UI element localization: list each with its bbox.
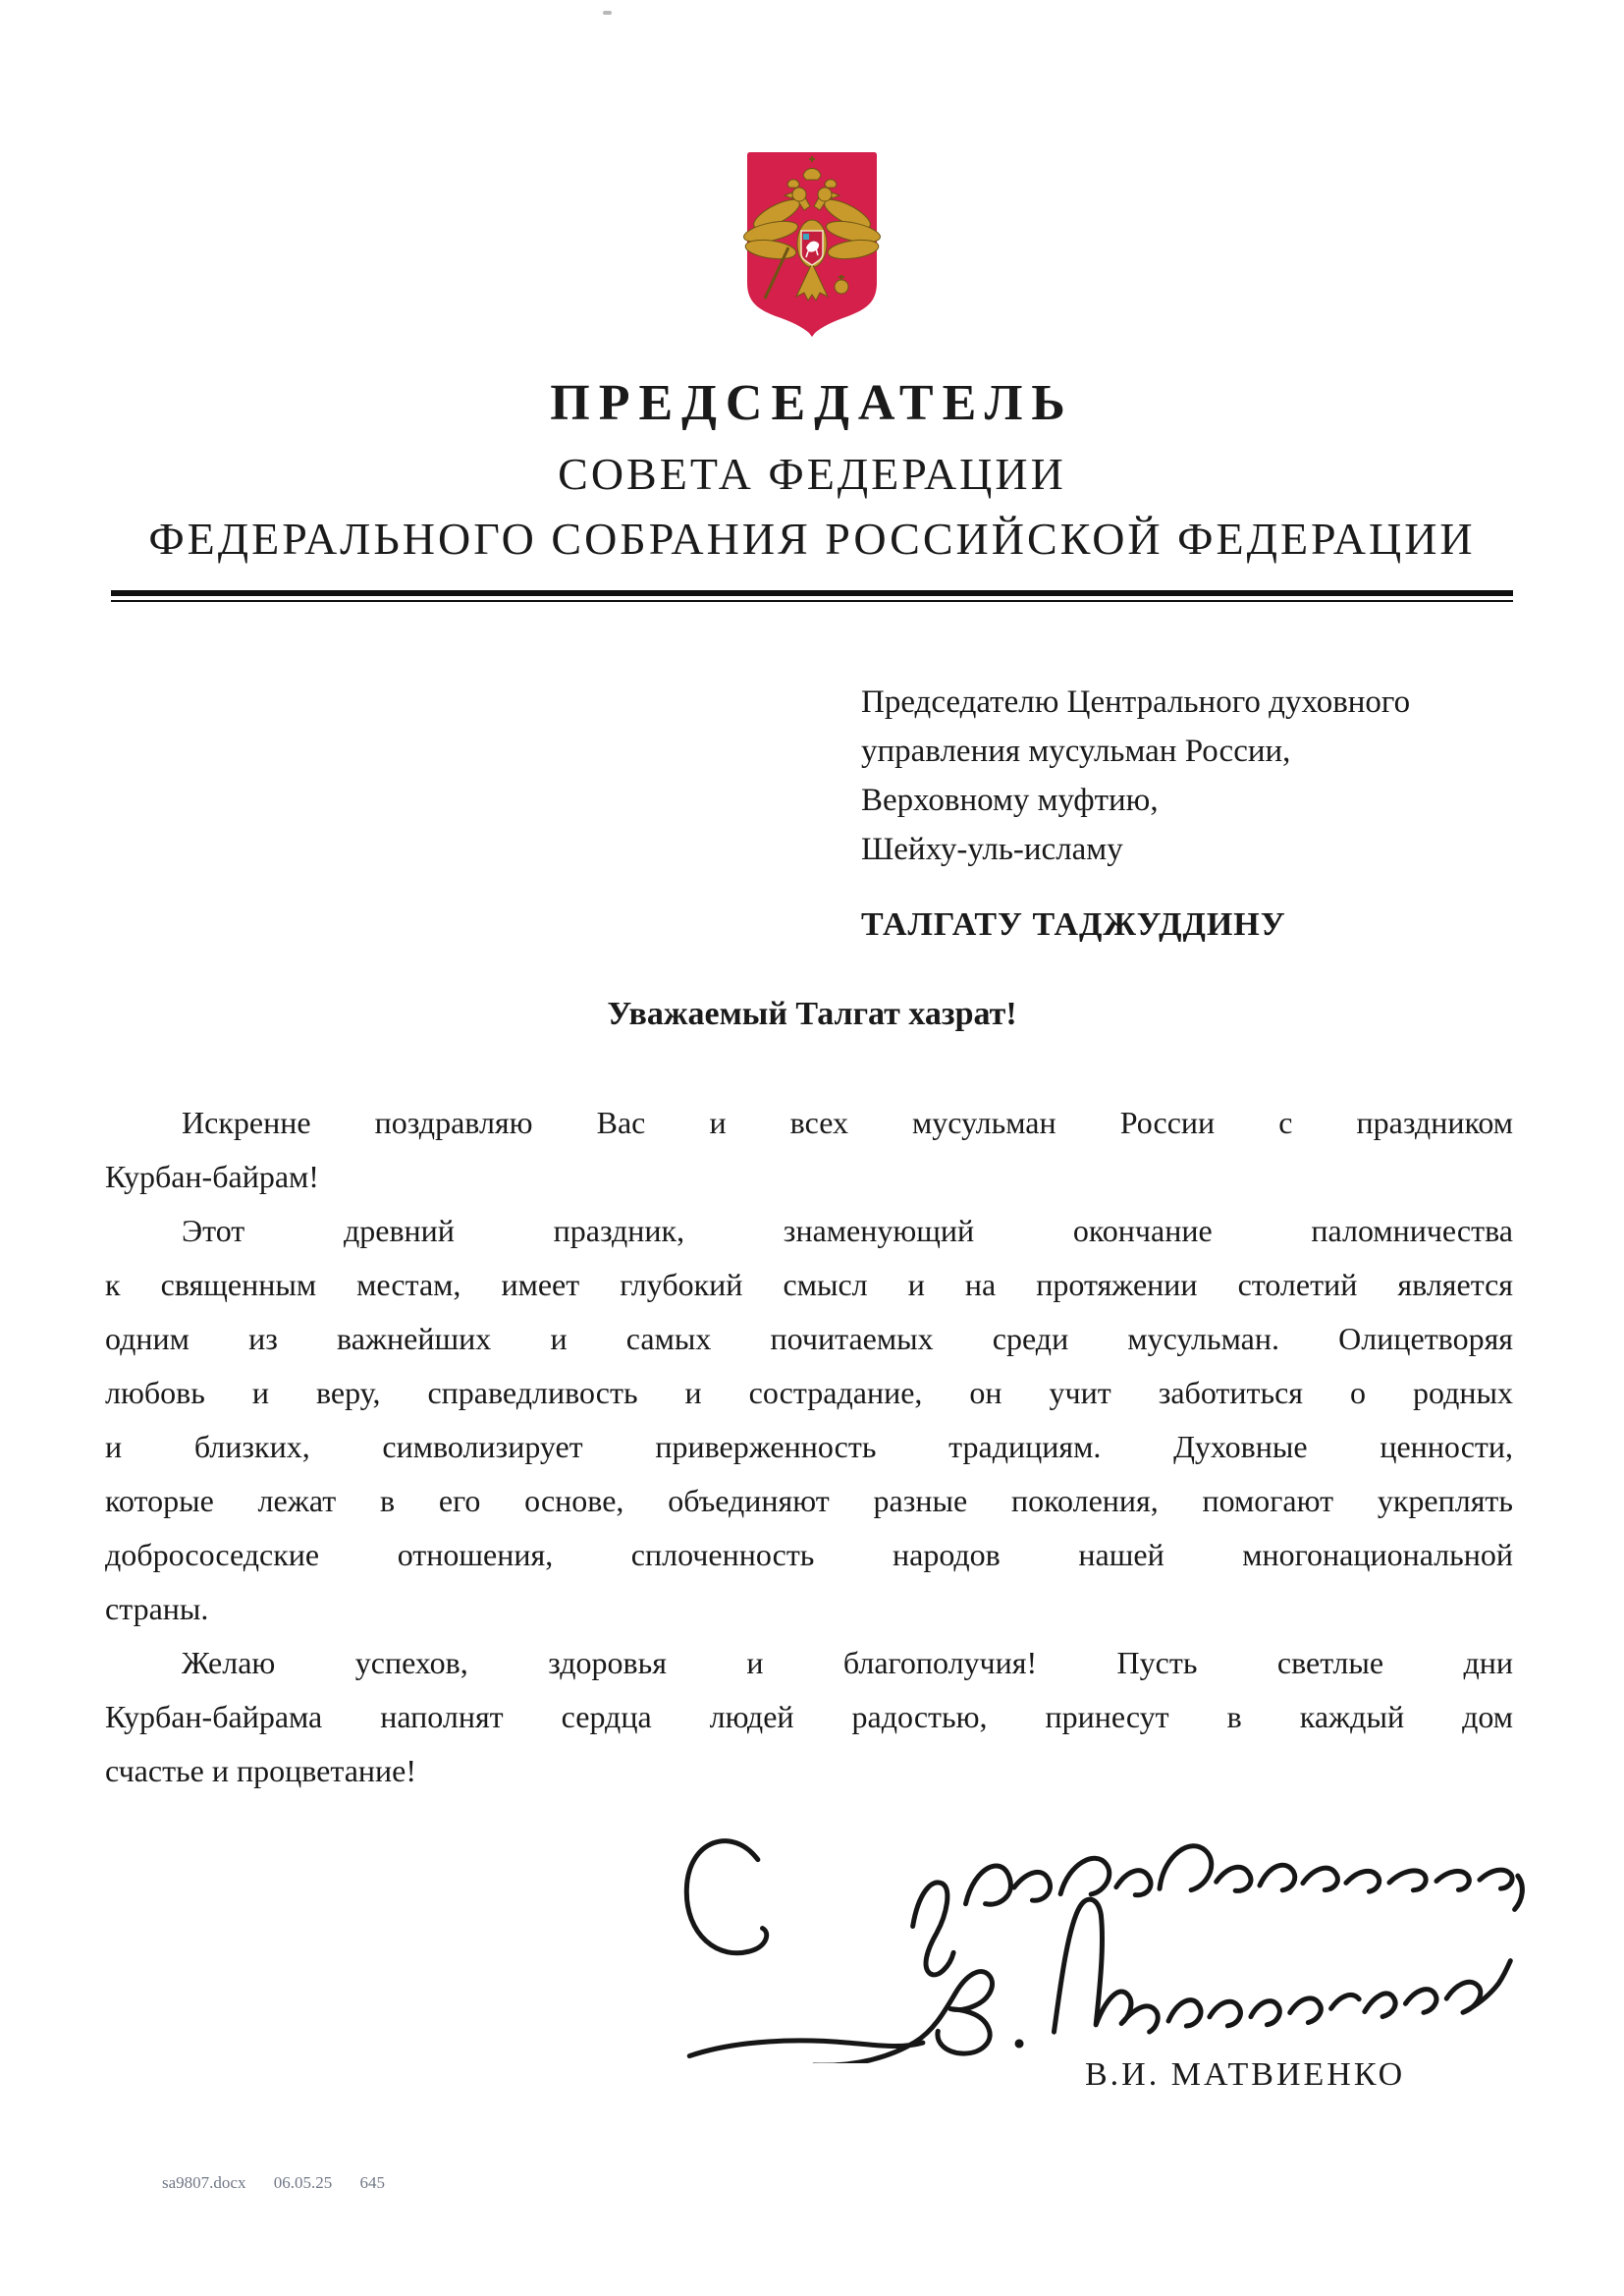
addressee-block — [861, 678, 1548, 874]
footer-filename: sa9807.docx — [162, 2173, 246, 2192]
st-george-inner-shield — [801, 231, 823, 265]
body-line: которые лежат в его основе, объединяют разные поколения, помогают укреплять — [105, 1483, 1513, 1518]
divider-thin-line — [111, 600, 1513, 602]
russia-coat-of-arms-icon — [743, 149, 881, 338]
letterhead-title: ПРЕДСЕДАТЕЛЬ — [550, 375, 1074, 431]
body-line: страны. — [105, 1591, 209, 1626]
letter-body — [105, 1096, 1513, 1798]
paragraph — [105, 1096, 1513, 1204]
body-line: Курбан-байрам! — [105, 1159, 319, 1194]
footer-date: 06.05.25 — [273, 2173, 333, 2192]
paragraph — [105, 1204, 1513, 1636]
signatory-name: В.И. МАТВИЕНКО — [1085, 2056, 1406, 2093]
body-line: к священным местам, имеет глубокий смысл и на протяжении столетий является — [105, 1267, 1513, 1302]
body-line: любовь и веру, справедливость и сострадание, он учит заботиться о родных — [105, 1375, 1513, 1410]
body-line: добрососедские отношения, сплоченность народов нашей многонациональной — [105, 1537, 1513, 1572]
scan-artifact-dot — [603, 11, 612, 15]
body-line: одним из важнейших и самых почитаемых среди мусульман. Олицетворяя — [105, 1321, 1513, 1356]
handwritten-signature — [668, 1800, 1551, 2063]
addressee-line: Верховному муфтию, — [861, 783, 1159, 818]
addressee-name: ТАЛГАТУ ТАДЖУДДИНУ — [861, 906, 1286, 943]
addressee-line: управления мусульман России, — [861, 734, 1291, 769]
body-line: Желаю успехов, здоровья и благополучия! Пусть светлые дни — [182, 1645, 1513, 1680]
document-footer — [162, 2172, 385, 2194]
letterhead-divider — [111, 590, 1513, 602]
footer-number: 645 — [359, 2173, 385, 2192]
body-line: и близких, символизирует приверженность традициям. Духовные ценности, — [105, 1429, 1513, 1464]
paragraph — [105, 1636, 1513, 1798]
addressee-line: Председателю Центрального духовного — [861, 684, 1411, 720]
letterhead-subtitle-1: СОВЕТА ФЕДЕРАЦИИ — [558, 449, 1066, 499]
letterhead-subtitle-2: ФЕДЕРАЛЬНОГО СОБРАНИЯ РОССИЙСКОЙ ФЕДЕРАЦИИ — [148, 514, 1476, 564]
body-line: Этот древний праздник, знаменующий окончание паломничества — [182, 1213, 1513, 1248]
addressee-line: Шейху-уль-исламу — [861, 832, 1123, 867]
body-line: Искренне поздравляю Вас и всех мусульман России с праздником — [182, 1105, 1513, 1140]
body-line: счастье и процветание! — [105, 1753, 417, 1788]
salutation: Уважаемый Талгат хазрат! — [607, 996, 1017, 1032]
body-line: Курбан-байрама наполнят сердца людей радостью, принесут в каждый дом — [105, 1699, 1513, 1734]
